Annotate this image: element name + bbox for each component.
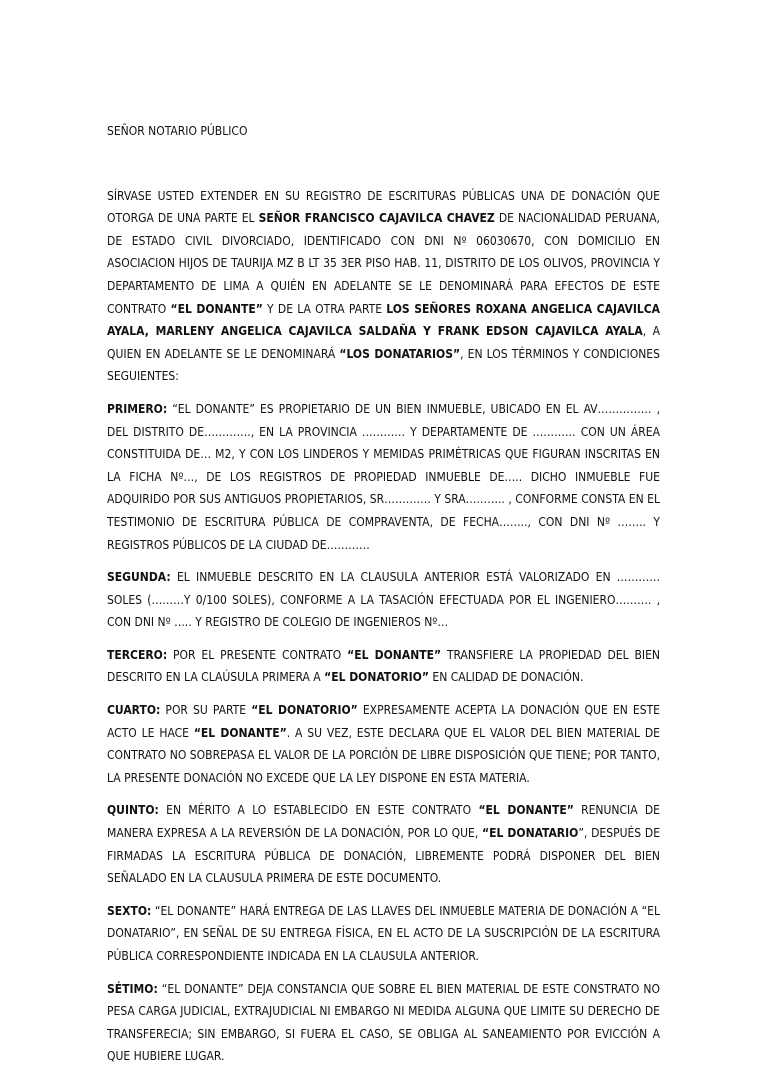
text-segment: SÍRVASE USTED EXTENDER EN SU REGISTRO DE ESCRITURAS PÚBLICAS UNA DE DONACIÓN QUE OTORGA DE UNA PARTE EL — [107, 188, 660, 226]
text-segment: POR SU PARTE — [160, 703, 252, 718]
text-segment: DE NACIONALIDAD PERUANA, DE ESTADO CIVIL DIVORCIADO, IDENTIFICADO CON DNI Nº 06030670, CON DOMICILIO EN ASOCIACION HIJOS DE TAURIJA MZ B LT 35 3ER PISO HAB. 11, DISTRITO DE LOS OLIVOS, PROVINCIA Y DEPARTAMENTO DE LIMA A QUIÉN EN ADELANTE SE LE DENOMINARÁ PARA EFECTOS DE ESTE CONTRATO — [107, 211, 660, 316]
bold-text-segment: “EL DONANTE” — [170, 301, 263, 316]
text-segment: POR EL PRESENTE CONTRATO — [167, 647, 348, 662]
bold-text-segment: “EL DONATORIO” — [324, 670, 429, 685]
bold-text-segment: “EL DONANTE” — [193, 725, 287, 740]
clause-sexto — [107, 900, 660, 968]
bold-text-segment: SEÑOR FRANCISCO CAJAVILCA CHAVEZ — [258, 211, 495, 226]
document-body — [107, 185, 660, 1068]
intro-paragraph — [107, 185, 660, 388]
bold-text-segment: SEGUNDA: — [107, 570, 171, 585]
bold-text-segment: LOS SEÑORES ROXANA ANGELICA CAJAVILCA AYALA, MARLENY ANGELICA CAJAVILCA SALDAÑA Y FRANK EDSON CAJAVILCA AYALA — [107, 301, 661, 339]
clause-quinto — [107, 799, 660, 889]
bold-text-segment: “EL DONANTE” — [478, 803, 574, 818]
text-segment: TRANSFIERE LA PROPIEDAD DEL BIEN DESCRITO EN LA CLAÚSULA PRIMERA A — [107, 647, 660, 685]
text-segment: ”, DESPUÉS DE FIRMADAS LA ESCRITURA PÚBLICA DE DONACIÓN, LIBREMENTE PODRÁ DISPONER DEL BIEN SEÑALADO EN LA CLAUSULA PRIMERA DE ESTE DOCUMENTO. — [107, 826, 661, 886]
text-segment: Y DE LA OTRA PARTE — [262, 301, 387, 316]
clause-tercero — [107, 644, 660, 689]
text-segment: “EL DONANTE” HARÁ ENTREGA DE LAS LLAVES DEL INMUEBLE MATERIA DE DONACIÓN A “EL DONATARIO”, EN SEÑAL DE SU ENTREGA FÍSICA, EN EL ACTO DE LA SUSCRIPCIÓN DE LA ESCRITURA PÚBLICA CORRESPONDIENTE INDICADA EN LA CLAUSULA ANTERIOR. — [107, 903, 660, 963]
bold-text-segment: TERCERO: — [107, 647, 168, 662]
clause-primero — [107, 398, 660, 556]
bold-text-segment: “EL DONANTE” — [347, 647, 442, 662]
bold-text-segment: PRIMERO: — [107, 401, 168, 416]
document-heading: SEÑOR NOTARIO PÚBLICO — [107, 124, 248, 138]
text-segment: “EL DONANTE” DEJA CONSTANCIA QUE SOBRE EL BIEN MATERIAL DE ESTE CONSTRATO NO PESA CARGA JUDICIAL, EXTRAJUDICIAL NI EMBARGO NI MEDIDA ALGUNA QUE LIMITE SU DERECHO DE TRANSFERECIA; SIN EMBARGO, SI FUERA EL CASO, SE OBLIGA AL SANEAMIENTO POR EVICCIÓN A QUE HUBIERE LUGAR. — [107, 981, 660, 1064]
document-page — [107, 120, 660, 1078]
clause-setimo — [107, 978, 660, 1068]
bold-text-segment: CUARTO: — [107, 703, 161, 718]
text-segment: , EN LOS TÉRMINOS Y CONDICIONES SEGUIENTES: — [107, 346, 660, 384]
text-segment: EL INMUEBLE DESCRITO EN LA CLAUSULA ANTERIOR ESTÁ VALORIZADO EN ………… SOLES (………Y 0/100 SOLES), CONFORME A LA TASACIÓN EFECTUADA POR EL INGENIERO………. , CON DNI Nº ….. Y REGISTRO DE COLEGIO DE INGENIEROS Nº… — [107, 570, 660, 630]
text-segment: RENUNCIA DE MANERA EXPRESA A LA REVERSIÓN DE LA DONACIÓN, POR LO QUE, — [107, 803, 660, 841]
bold-text-segment: “EL DONATARIO — [482, 826, 579, 841]
clause-segunda — [107, 566, 660, 634]
clause-cuarto — [107, 699, 660, 789]
text-segment: “EL DONANTE” ES PROPIETARIO DE UN BIEN INMUEBLE, UBICADO EN EL AV…………… , DEL DISTRITO DE…………., EN LA PROVINCIA ………… Y DEPARTAMENTE DE ………… CON UN ÁREA CONSTITUIDA DE… M2, Y CON LOS LINDEROS Y MEMIDAS PRIMÉTRICAS QUE FIGURAN INSCRITAS EN LA FICHA Nº…, DE LOS REGISTROS DE PROPIEDAD INMUEBLE DE….. DICHO INMUEBLE FUE ADQUIRIDO POR SUS ANTIGUOS PROPIETARIOS, SR…………. Y SRA……….. , CONFORME CONSTA EN EL TESTIMONIO DE ESCRITURA PÚBLICA DE COMPRAVENTA, DE FECHA…….., CON DNI Nº …….. Y REGISTROS PÚBLICOS DE LA CIUDAD DE………… — [107, 401, 660, 552]
text-segment: . A SU VEZ, ESTE DECLARA QUE EL VALOR DEL BIEN MATERIAL DE CONTRATO NO SOBREPASA EL VALOR DE LA PORCIÓN DE LIBRE DISPOSICIÓN QUE TIENE; POR TANTO, LA PRESENTE DONACIÓN NO EXCEDE QUE LA LEY DISPONE EN ESTA MATERIA. — [107, 725, 660, 785]
bold-text-segment: “LOS DONATARIOS” — [339, 346, 461, 361]
bold-text-segment: QUINTO: — [107, 803, 159, 818]
bold-text-segment: SÉTIMO: — [107, 981, 158, 996]
text-segment: EN MÉRITO A LO ESTABLECIDO EN ESTE CONTRATO — [158, 803, 479, 818]
bold-text-segment: SEXTO: — [107, 903, 152, 918]
text-segment: , A QUIEN EN ADELANTE SE LE DENOMINARÁ — [107, 324, 660, 361]
text-segment: EXPRESAMENTE ACEPTA LA DONACIÓN QUE EN ESTE ACTO LE HACE — [107, 703, 660, 740]
bold-text-segment: “EL DONATORIO” — [251, 703, 358, 718]
text-segment: EN CALIDAD DE DONACIÓN. — [428, 670, 584, 685]
